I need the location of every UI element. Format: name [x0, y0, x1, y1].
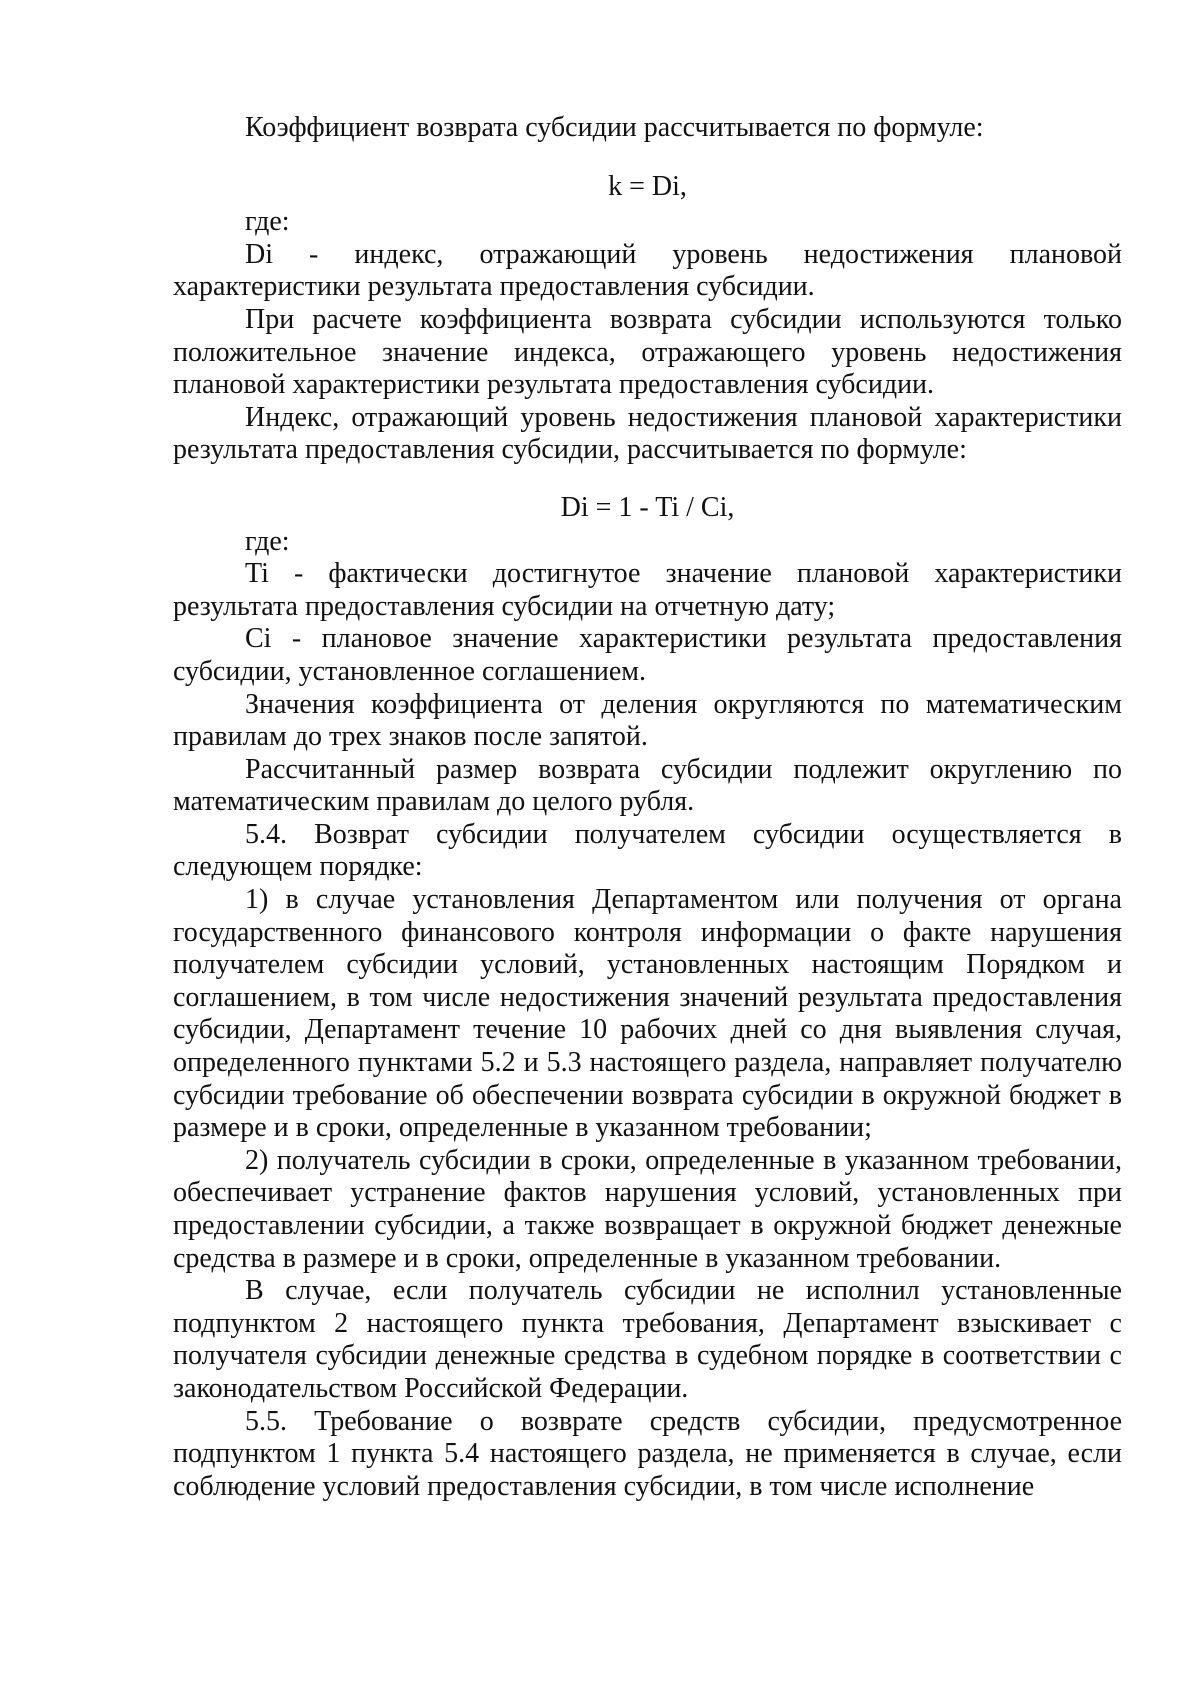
paragraph-section-5-5: 5.5. Требование о возврате средств субсидии, предусмотренное подпунктом 1 пункта 5.4 настоящего раздела, не применяется в случае, если соблюдение условий предоставления субсидии, в том числе исполнение: [173, 1405, 1122, 1502]
paragraph-positive-index: При расчете коэффициента возврата субсидии используются только положительное значение индекса, отражающего уровень недостижения плановой характеристики результата предоставления субсидии.: [173, 303, 1122, 401]
formula-di: Di = 1 - Ti / Ci,: [560, 491, 735, 523]
paragraph-enforcement: В случае, если получатель субсидии не исполнил установленные подпунктом 2 настоящего пункта требования, Департамент взыскивает с получателя субсидии денежные средства в судебном порядке в соответствии с законодательством Российской Федерации.: [173, 1275, 1122, 1404]
formula-k: k = Di,: [608, 170, 687, 202]
paragraph-item-2: 2) получатель субсидии в сроки, определенные в указанном требовании, обеспечивает устранение фактов нарушения условий, установленных при предоставлении субсидии, а также возвращает в окружной бюджет денежные средства в размере и в сроки, определенные в указанном требовании.: [173, 1144, 1122, 1274]
paragraph-formula-intro: Коэффициент возврата субсидии рассчитывается по формуле:: [245, 112, 984, 143]
document-page: [173, 112, 1122, 1503]
paragraph-ti-definition: Ti - фактически достигнутое значение плановой характеристики результата предоставления субсидии на отчетную дату;: [173, 558, 1122, 622]
paragraph-item-1: 1) в случае установления Департаментом или получения от органа государственного финансового контроля информации о факте нарушения получателем субсидии условий, установленных настоящим Порядком и соглашением, в том числе недостижения значений результата предоставления субсидии, Департамент течение 10 рабочих дней со дня выявления случая, определенного пунктами 5.2 и 5.3 настоящего раздела, направляет получателю субсидии требование об обеспечении возврата субсидии в окружной бюджет в размере и в сроки, определенные в указанном требовании;: [173, 884, 1122, 1144]
paragraph-rounding-ruble: Рассчитанный размер возврата субсидии подлежит округлению по математическим правилам до целого рубля.: [173, 753, 1122, 818]
paragraph-where-1: где:: [245, 206, 290, 238]
paragraph-di-definition: Di - индекс, отражающий уровень недостижения плановой характеристики результата предоставления субсидии.: [173, 238, 1122, 303]
paragraph-where-2: где:: [245, 525, 290, 557]
paragraph-index-formula-intro: Индекс, отражающий уровень недостижения плановой характеристики результата предоставления субсидии, рассчитывается по формуле:: [173, 401, 1122, 466]
paragraph-ci-definition: Ci - плановое значение характеристики результата предоставления субсидии, установленное соглашением.: [173, 623, 1122, 687]
paragraph-section-5-4: 5.4. Возврат субсидии получателем субсидии осуществляется в следующем порядке:: [173, 818, 1122, 883]
paragraph-rounding-coefficient: Значения коэффициента от деления округляются по математическим правилам до трех знаков после запятой.: [173, 688, 1122, 753]
